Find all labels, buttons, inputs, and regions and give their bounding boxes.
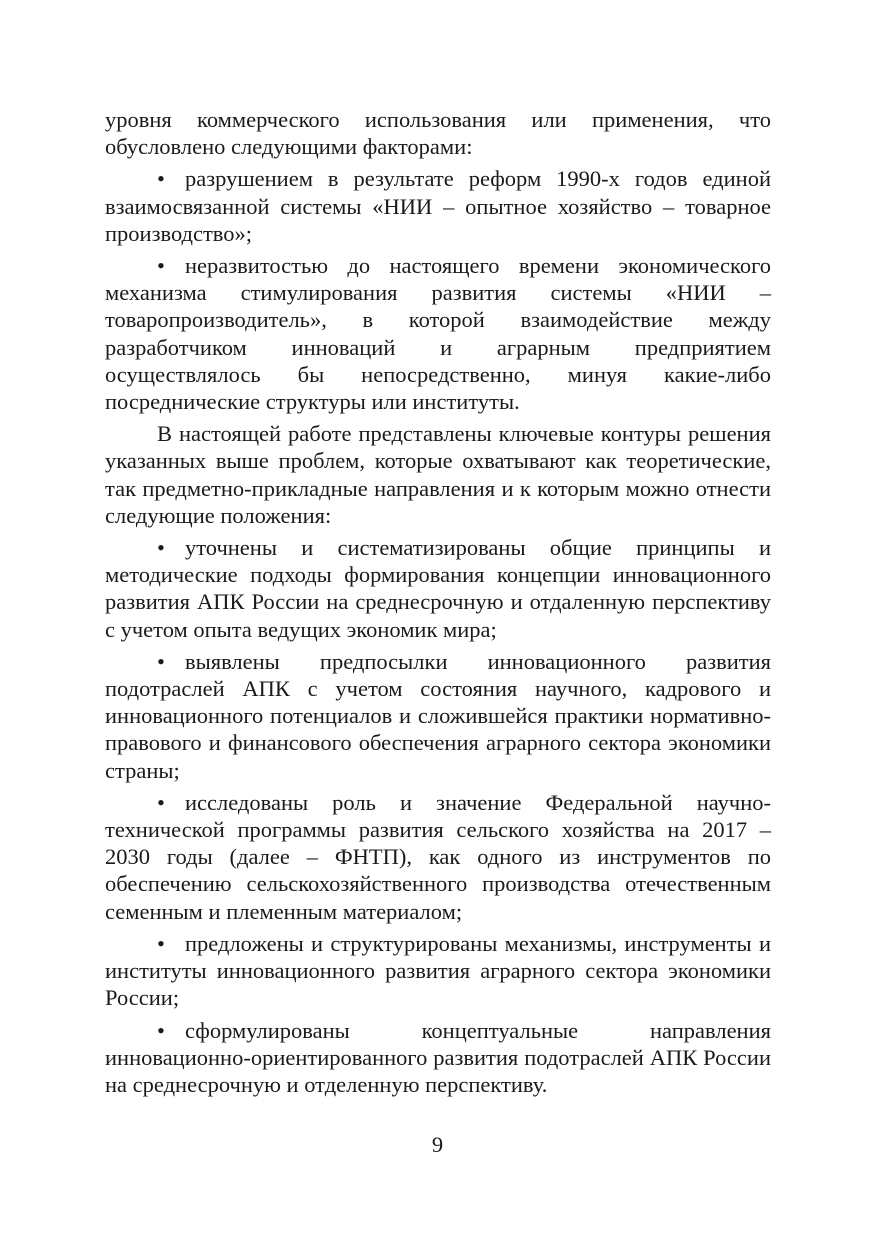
bullet-item	[105, 648, 771, 784]
bullet-icon: •	[157, 648, 165, 674]
bullet-text: неразвитостью до настоящего времени экономического механизма стимулирования развития системы «НИИ – товаропроизводитель», в которой взаимодействие между разработчиком инноваций и аграрным предприятием осуществлялось бы непосредственно, минуя какие-либо посреднические структуры или институты.	[105, 253, 771, 415]
bullet-icon: •	[157, 930, 165, 956]
bullet-text: уточнены и систематизированы общие принципы и методические подходы формирования концепции инновационного развития АПК России на среднесрочную и отдаленную перспективу с учетом опыта ведущих экономик мира;	[105, 535, 771, 642]
bullet-item	[105, 534, 771, 643]
bullet-icon: •	[157, 535, 165, 561]
bullet-item	[105, 252, 771, 415]
bullet-item	[105, 165, 771, 247]
bullet-icon: •	[157, 253, 165, 279]
bullet-icon: •	[157, 1017, 165, 1043]
body-text	[105, 106, 771, 1103]
intro-paragraph: уровня коммерческого использования или применения, что обусловлено следующими факторами:	[105, 107, 771, 160]
bullet-text: разрушением в результате реформ 1990-х годов единой взаимосвязанной системы «НИИ – опытное хозяйство – товарное производство»;	[105, 166, 771, 246]
bullet-text: предложены и структурированы механизмы, инструменты и институты инновационного развития аграрного сектора экономики России;	[105, 930, 771, 1011]
bullet-item	[105, 930, 771, 1012]
body-paragraph: В настоящей работе представлены ключевые контуры решения указанных выше проблем, которые охватывают как теоретические, так предметно-прикладные направления и к которым можно отнести следующие положения:	[105, 421, 771, 528]
bullet-item	[105, 1017, 771, 1099]
bullet-text: исследованы роль и значение Федеральной научно-технической программы развития сельского хозяйства на 2017 – 2030 годы (далее – ФНТП), как одного из инструментов по обеспечению сельскохозяйственного производства отечественным семенным и племенным материалом;	[105, 789, 771, 924]
page-number: 9	[431, 1132, 444, 1157]
bullet-text: выявлены предпосылки инновационного развития подотраслей АПК с учетом состояния научного, кадрового и инновационного потенциалов и сложившейся практики нормативно-правового и финансового обеспечения аграрного сектора экономики страны;	[105, 648, 771, 783]
bullet-icon: •	[157, 789, 165, 815]
bullet-text: сформулированы концептуальные направления инновационно-ориентированного развития подотраслей АПК России на среднесрочную и отделенную перспективу.	[105, 1017, 771, 1097]
bullet-item	[105, 789, 771, 925]
bullet-icon: •	[157, 166, 165, 192]
